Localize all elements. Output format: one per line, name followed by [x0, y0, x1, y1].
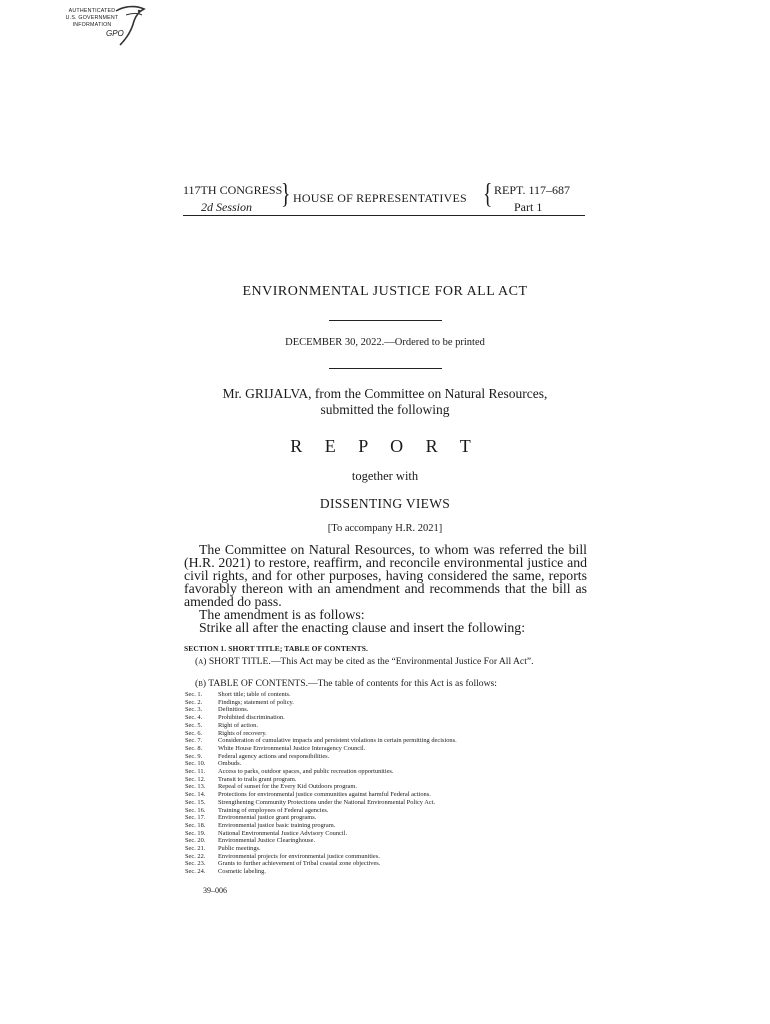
seal-gpo-mark: GPO [106, 29, 124, 38]
toc-section-title: Training of employees of Federal agencies. [218, 806, 329, 814]
toc-section-title: Environmental justice grant programs. [218, 814, 317, 822]
referral-paragraph: The Committee on Natural Resources, to whom was referred the bill (H.R. 2021) to restore, reaffirm, and reconcile environmental justice and civil rights, and for other purposes, having considered the same, reports favorably thereon with an amendment and recommends that the bill as amended do pass. [184, 542, 587, 609]
toc-section-title: Consideration of cumulative impacts and persistent violations in certain permitting decisions. [218, 737, 457, 745]
toc-section-number: Sec. 8. [185, 744, 203, 752]
together-with-text: together with [351, 469, 419, 483]
report-number-value: 117–687 [528, 183, 571, 197]
short-title-paragraph [184, 657, 587, 667]
print-order: —Ordered to be printed [384, 337, 485, 348]
toc-section-number: Sec. 6. [185, 729, 203, 737]
submitter-line [0, 386, 770, 402]
toc-section-number: Sec. 2. [185, 698, 203, 706]
toc-entry [185, 814, 457, 822]
toc-section-title: Grants to further achievement of Tribal coastal zone objectives. [218, 860, 381, 868]
toc-entry [185, 730, 457, 738]
toc-label: (b) TABLE OF CONTENTS. [195, 678, 308, 689]
toc-section-number: Sec. 12. [185, 775, 206, 783]
report-date: DECEMBER 30, 2022. [285, 337, 385, 348]
toc-section-title: White House Environmental Justice Interagency Council. [218, 744, 366, 752]
left-brace: { [483, 179, 493, 210]
document-title: ENVIRONMENTAL JUSTICE FOR ALL ACT [242, 284, 528, 299]
toc-section-number: Sec. 9. [185, 752, 203, 760]
toc-section-title: Transit to trails grant program. [218, 775, 297, 783]
strike-instruction: Strike all after the enacting clause and insert the following: [199, 620, 526, 635]
toc-entry [185, 830, 457, 838]
toc-entry [185, 776, 457, 784]
eagle-icon [112, 5, 148, 47]
toc-section-title: Public meetings. [218, 845, 261, 853]
toc-section-title: Right of action. [218, 721, 258, 729]
toc-entry [185, 853, 457, 861]
report-prefix: REPT. [494, 183, 526, 197]
toc-section-title: Short title; table of contents. [218, 691, 291, 698]
session-line: 2d Session [201, 200, 252, 214]
toc-entry [185, 706, 457, 714]
toc-section-number: Sec. 24. [185, 868, 206, 876]
gpo-authentication-seal [60, 5, 150, 47]
chamber-name: HOUSE OF REPRESENTATIVES [293, 191, 467, 205]
toc-section-number: Sec. 23. [185, 860, 206, 868]
congress-line [183, 183, 283, 198]
toc-section-number: Sec. 11. [185, 768, 206, 776]
submitter-committee: , from the Committee on Natural Resources, [308, 386, 548, 401]
toc-section-number: Sec. 5. [185, 721, 203, 729]
toc-section-number: Sec. 17. [185, 814, 206, 822]
congress-block [183, 183, 283, 215]
toc-section-title: Cosmetic labeling. [218, 868, 266, 876]
toc-section-title: National Environmental Justice Advisory Council. [218, 829, 348, 837]
toc-entry [185, 807, 457, 815]
accompany-note: [To accompany H.R. 2021] [327, 523, 443, 534]
document-number: 39–006 [203, 886, 227, 895]
toc-entry [185, 845, 457, 853]
toc-section-number: Sec. 1. [185, 691, 203, 698]
toc-section-number: Sec. 3. [185, 706, 203, 714]
table-of-contents [185, 691, 457, 876]
report-part: Part 1 [514, 200, 543, 214]
toc-entry [185, 837, 457, 845]
dissenting-views-heading: DISSENTING VIEWS [319, 496, 451, 511]
toc-section-title: Findings; statement of policy. [218, 698, 294, 706]
toc-entry [185, 868, 457, 876]
seal-text-line: U.S. GOVERNMENT [65, 15, 119, 21]
submitter-statement [0, 386, 770, 418]
toc-section-title: Strengthening Community Protections under the National Environmental Policy Act. [218, 798, 436, 806]
toc-section-number: Sec. 21. [185, 845, 206, 853]
toc-section-number: Sec. 7. [185, 737, 203, 745]
toc-section-title: Environmental projects for environmental justice communities. [218, 852, 380, 860]
short-title-text: —This Act may be cited as the “Environmental Justice For All Act”. [270, 656, 534, 667]
toc-entry [185, 860, 457, 868]
congress-word: CONGRESS [219, 183, 283, 197]
date-rule [329, 368, 442, 369]
toc-entry [185, 768, 457, 776]
toc-section-number: Sec. 16. [185, 806, 206, 814]
toc-entry [185, 714, 457, 722]
toc-section-number: Sec. 19. [185, 829, 206, 837]
report-header [183, 179, 585, 218]
toc-section-number: Sec. 10. [185, 760, 206, 768]
toc-section-number: Sec. 14. [185, 791, 206, 799]
toc-section-title: Protections for environmental justice communities against harmful Federal actions. [218, 791, 431, 799]
toc-section-title: Federal agency actions and responsibilities. [218, 752, 330, 760]
toc-entry [185, 760, 457, 768]
toc-entry [185, 737, 457, 745]
short-title-label: (a) SHORT TITLE. [195, 656, 271, 667]
congress-number: 117TH [183, 183, 217, 197]
toc-intro-text: —The table of contents for this Act is as follows: [307, 678, 497, 689]
section-heading: SECTION 1. SHORT TITLE; TABLE OF CONTENTS. [184, 644, 368, 653]
toc-entry [185, 783, 457, 791]
submitter-prefix: Mr. [222, 386, 242, 401]
toc-section-title: Environmental Justice Clearinghouse. [218, 837, 316, 845]
toc-entry [185, 691, 457, 699]
toc-section-title: Definitions. [218, 706, 249, 714]
submitted-following: submitted the following [320, 402, 450, 417]
report-number [494, 183, 570, 198]
report-heading: R E P O R T [290, 436, 480, 456]
toc-section-number: Sec. 13. [185, 783, 206, 791]
report-number-block [494, 183, 570, 215]
toc-section-title: Rights of recovery. [218, 729, 267, 737]
toc-section-title: Access to parks, outdoor spaces, and public recreation opportunities. [218, 768, 394, 776]
toc-section-title: Environmental justice basic training program. [218, 821, 336, 829]
seal-text-line: INFORMATION [72, 22, 112, 28]
toc-entry [185, 753, 457, 761]
toc-intro [195, 678, 497, 689]
toc-section-title: Repeal of sunset for the Every Kid Outdoors program. [218, 783, 357, 791]
toc-section-number: Sec. 4. [185, 714, 203, 722]
toc-entry [185, 722, 457, 730]
toc-section-number: Sec. 18. [185, 821, 206, 829]
submitter-name: GRIJALVA [245, 386, 309, 401]
toc-entry [185, 699, 457, 707]
toc-section-title: Prohibited discrimination. [218, 714, 285, 722]
date-line [0, 337, 770, 348]
toc-entry [185, 822, 457, 830]
toc-section-number: Sec. 22. [185, 852, 206, 860]
right-brace: } [281, 179, 291, 210]
toc-section-number: Sec. 15. [185, 798, 206, 806]
toc-entry [185, 799, 457, 807]
amendment-intro: The amendment is as follows: [199, 607, 365, 622]
report-body [184, 543, 587, 634]
header-rule [183, 215, 585, 216]
seal-text-line: AUTHENTICATED [68, 8, 116, 14]
toc-entry [185, 745, 457, 753]
toc-entry [185, 791, 457, 799]
toc-section-title: Ombuds. [218, 760, 242, 768]
title-rule [329, 320, 442, 321]
toc-section-number: Sec. 20. [185, 837, 206, 845]
